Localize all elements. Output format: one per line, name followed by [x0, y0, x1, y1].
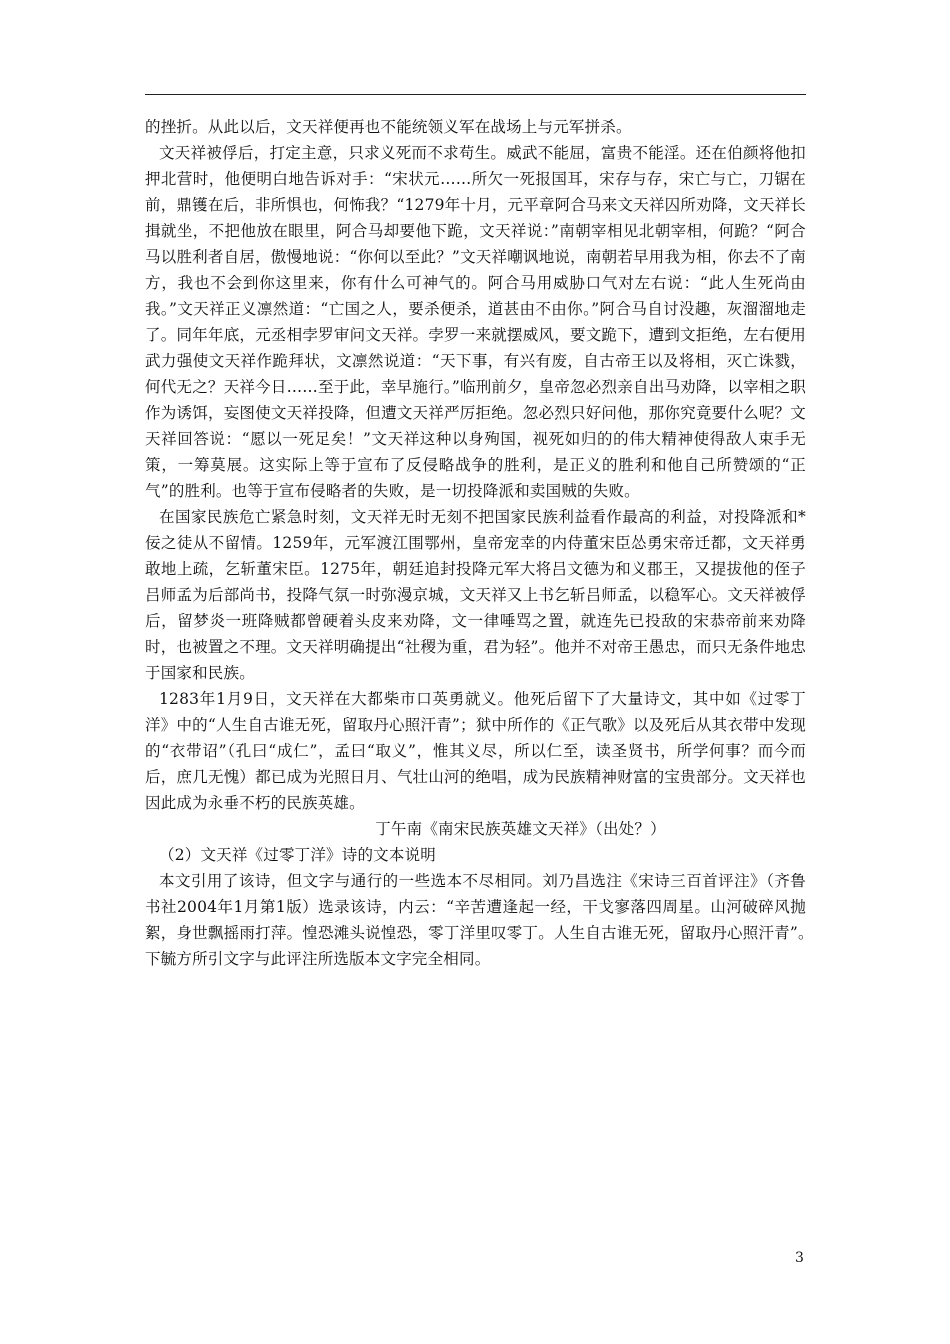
document-body	[145, 114, 822, 972]
paragraph-continuation: 的挫折。从此以后，文天祥便再也不能统领义军在战场上与元军拼杀。	[145, 118, 632, 136]
header-rule	[145, 94, 806, 95]
paragraph-loyalty: 在国家民族危亡紧急时刻，文天祥无时无刻不把国家民族利益看作最高的利益，对投降派和*佞之徒从不留情。1259年，元军渡江围鄂州，皇帝宠幸的内侍董宋臣怂勇宋帝迁都，文天祥勇敢地上疏，乞斩董宋臣。1275年，朝廷追封投降元军大将吕文德为和义郡王，又提拔他的侄子吕师孟为后部尚书，投降气氛一时弥漫京城，文天祥又上书乞斩吕师孟，以稳军心。文天祥被俘后，留梦炎一班降贼都曾硬着头皮来劝降，文一律唾骂之置，就连先已投敌的宋恭帝前来劝降时，也被置之不理。文天祥明确提出“社稷为重，君为轻”。他并不对帝王愚忠，而只无条件地忠于国家和民族。	[145, 508, 806, 682]
paragraph-captivity: 文天祥被俘后，打定主意，只求义死而不求苟生。威武不能屈，富贵不能淫。还在伯颜将他扣押北营时，他便明白地告诉对手：“宋状元……所欠一死报国耳，宋存与存，宋亡与亡，刀锯在前，鼎镬在后，非所惧也，何怖我？“1279年十月，元平章阿合马来文天祥囚所劝降，文天祥长揖就坐，不把他放在眼里，阿合马却要他下跪，文天祥说：”南朝宰相见北朝宰相，何跪？“阿合马以胜利者自居，傲慢地说：“你何以至此？”文天祥嘲讽地说，南朝若早用我为相，你去不了南方，我也不会到你这里来，你有什么可神气的。阿合马用威胁口气对左右说：“此人生死尚由我。”文天祥正义凛然道：“亡国之人，要杀便杀，道甚由不由你。”阿合马自讨没趣，灰溜溜地走了。同年年底，元丞相孛罗审问文天祥。孛罗一来就摆威风，要文跪下，遭到文拒绝，左右便用武力强使文天祥作跪拜状，文凛然说道：“天下事，有兴有废，自古帝王以及将相，灭亡诛戮，何代无之？天祥今日……至于此，幸早施行。”临刑前夕，皇帝忽必烈亲自出马劝降，以宰相之职作为诱饵，妄图使文天祥投降，但遭文天祥严厉拒绝。忽必烈只好问他，那你究竟要什么呢？文天祥回答说：“愿以一死足矣！”文天祥这种以身殉国，视死如归的的伟大精神使得敌人束手无策，一筹莫展。这实际上等于宣布了反侵略战争的胜利，是正义的胜利和他自己所赞颂的“正气”的胜利。也等于宣布侵略者的失败，是一切投降派和卖国贼的失败。	[145, 144, 806, 500]
source-citation: 丁午南《南宋民族英雄文天祥》（出处？）	[375, 820, 666, 838]
paragraph-text-note: 本文引用了该诗，但文字与通行的一些选本不尽相同。刘乃昌选注《宋诗三百首评注》（齐鲁书社2004年1月第1版）选录该诗，内云：“辛苦遭逢起一经，干戈寥落四周星。山河破碎风抛絮，身世飘摇雨打萍。惶恐滩头说惶恐，零丁洋里叹零丁。人生自古谁无死，留取丹心照汗青”。 下毓方所引文字与此评注所选版本文字完全相同。	[145, 872, 822, 968]
paragraph-martyrdom: 1283年1月9日，文天祥在大都柴市口英勇就义。他死后留下了大量诗文，其中如《过零丁洋》中的“人生自古谁无死，留取丹心照汗青”；狱中所作的《正气歌》以及死后从其衣带中发现的“衣带诏”（孔曰“成仁”，孟曰“取义”，惟其义尽，所以仁至，读圣贤书，所学何事？而今而后，庶几无愧）都已成为光照日月、气壮山河的绝唱，成为民族精神财富的宝贵部分。文天祥也因此成为永垂不朽的民族英雄。	[145, 690, 806, 812]
section-heading: （2）文天祥《过零丁洋》诗的文本说明	[159, 846, 436, 864]
page-number: 3	[795, 1250, 804, 1266]
